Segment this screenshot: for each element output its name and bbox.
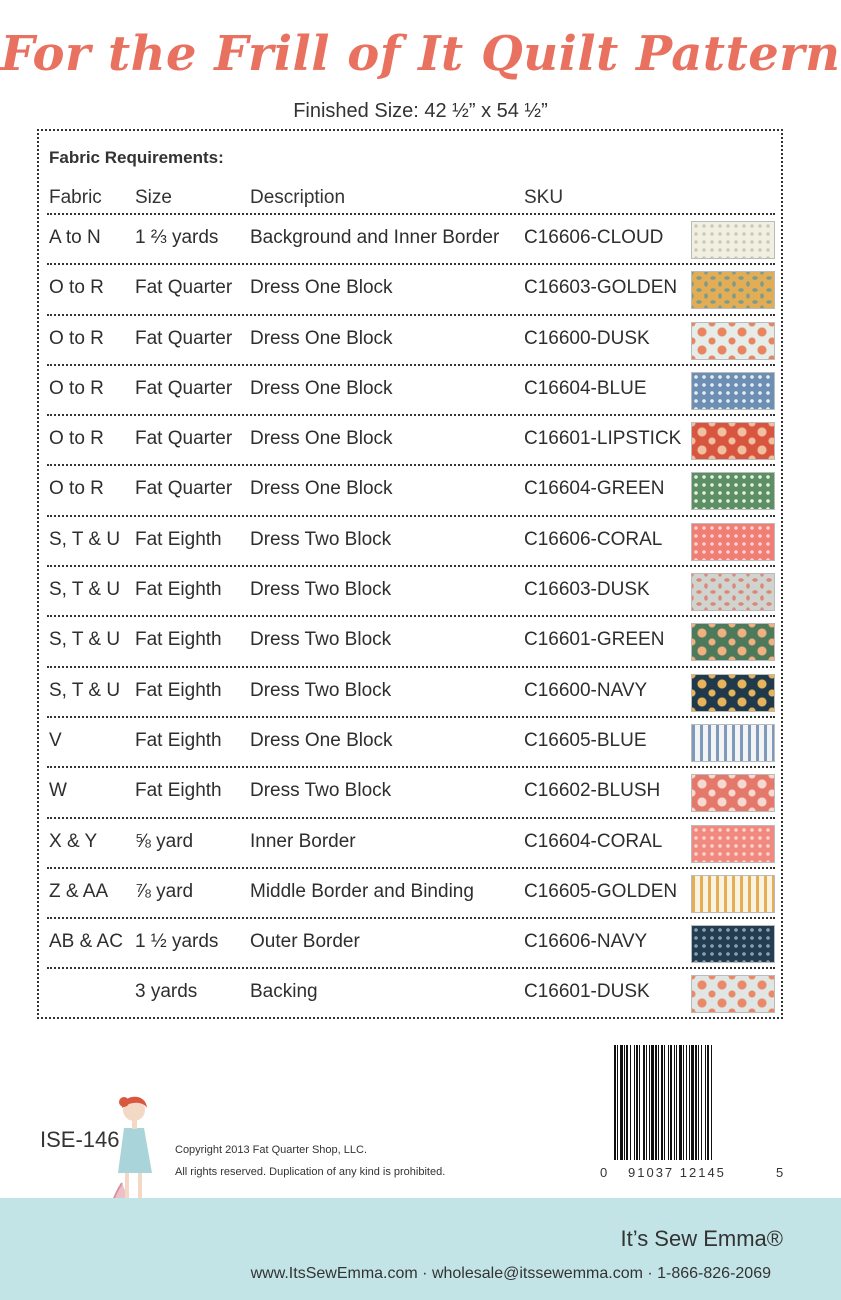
- cell-sku: C16601-GREEN: [524, 629, 665, 651]
- cell-description: Dress Two Block: [250, 780, 392, 802]
- cell-fabric: S, T & U: [49, 679, 121, 701]
- cell-size: Fat Quarter: [135, 277, 233, 299]
- fabric-swatch: [691, 774, 775, 812]
- barcode-bar: [658, 1045, 659, 1160]
- fabric-swatch: [691, 573, 775, 611]
- column-header-size: Size: [135, 187, 172, 208]
- cell-size: ⅞ yard: [135, 880, 194, 902]
- barcode: [614, 1045, 772, 1160]
- cell-description: Outer Border: [250, 931, 360, 953]
- table-row: [47, 716, 775, 766]
- column-header-description: Description: [250, 187, 346, 208]
- cell-size: 1 ⅔ yards: [135, 227, 219, 248]
- table-row: [47, 967, 775, 1017]
- cell-size: Fat Eighth: [135, 528, 222, 550]
- pattern-code: ISE-146: [40, 1127, 120, 1152]
- cell-sku: C16606-CORAL: [524, 528, 663, 550]
- barcode-bar: [661, 1045, 663, 1160]
- column-header-sku: SKU: [524, 187, 564, 208]
- table-row: [47, 565, 775, 615]
- table-row: [47, 917, 775, 967]
- cell-size: Fat Eighth: [135, 579, 222, 601]
- copyright-text: Copyright 2013 Fat Quarter Shop, LLC.: [175, 1144, 367, 1156]
- cell-description: Dress Two Block: [250, 528, 392, 550]
- cell-sku: C16604-BLUE: [524, 377, 647, 399]
- barcode-bar: [679, 1045, 682, 1160]
- barcode-bar: [624, 1045, 625, 1160]
- cell-sku: C16601-DUSK: [524, 981, 650, 1003]
- contact-line: www.ItsSewEmma.com · wholesale@itssewemma.com · 1-866-826-2069: [250, 1265, 771, 1282]
- barcode-bar: [705, 1045, 706, 1160]
- cell-sku: C16606-CLOUD: [524, 227, 664, 248]
- table-row: [47, 515, 775, 565]
- barcode-bar: [634, 1045, 635, 1160]
- rights-text: All rights reserved. Duplication of any kind is prohibited.: [175, 1166, 446, 1178]
- cell-fabric: X & Y: [49, 830, 98, 852]
- table-row: [47, 615, 775, 665]
- barcode-bar: [636, 1045, 638, 1160]
- cell-size: 3 yards: [135, 981, 198, 1003]
- barcode-bar: [707, 1045, 709, 1160]
- barcode-bar: [639, 1045, 640, 1160]
- table-row: [47, 263, 775, 313]
- cell-fabric: O to R: [49, 277, 104, 299]
- cell-fabric: S, T & U: [49, 528, 121, 550]
- table-row: [47, 213, 775, 263]
- cell-sku: C16604-GREEN: [524, 478, 665, 500]
- barcode-bar: [668, 1045, 669, 1160]
- table-row: [47, 314, 775, 364]
- barcode-bar: [670, 1045, 672, 1160]
- barcode-bar: [664, 1045, 665, 1160]
- barcode-bar: [683, 1045, 684, 1160]
- fabric-swatch: [691, 623, 775, 661]
- cell-size: Fat Quarter: [135, 428, 233, 450]
- barcode-bar: [711, 1045, 712, 1160]
- fabric-swatch: [691, 674, 775, 712]
- cell-sku: C16605-BLUE: [524, 729, 647, 751]
- fabric-swatch: [691, 875, 775, 913]
- fabric-swatch: [691, 925, 775, 963]
- barcode-bar: [695, 1045, 697, 1160]
- table-row: [47, 364, 775, 414]
- fabric-swatch: [691, 372, 775, 410]
- cell-size: Fat Eighth: [135, 780, 222, 802]
- cell-sku: C16605-GOLDEN: [524, 880, 678, 902]
- cell-sku: C16603-DUSK: [524, 579, 650, 601]
- cell-sku: C16603-GOLDEN: [524, 277, 678, 299]
- cell-fabric: O to R: [49, 327, 104, 349]
- barcode-bar: [686, 1045, 687, 1160]
- barcode-bar: [676, 1045, 677, 1160]
- cell-size: Fat Eighth: [135, 629, 222, 651]
- fabric-swatch: [691, 825, 775, 863]
- table-heading: Fabric Requirements:: [49, 148, 224, 167]
- cell-size: ⅝ yard: [135, 830, 194, 852]
- cell-sku: C16606-NAVY: [524, 931, 648, 953]
- cell-description: Dress One Block: [250, 377, 393, 399]
- cell-fabric: W: [49, 780, 67, 802]
- barcode-bar: [651, 1045, 654, 1160]
- table-rows: [47, 213, 775, 1018]
- fabric-swatch: [691, 322, 775, 360]
- cell-size: Fat Eighth: [135, 729, 222, 751]
- finished-size: Finished Size: 42 ½” x 54 ½”: [293, 100, 548, 122]
- cell-description: Dress One Block: [250, 327, 393, 349]
- barcode-bar: [689, 1045, 690, 1160]
- brand-name: It’s Sew Emma®: [620, 1226, 783, 1251]
- cell-sku: C16601-LIPSTICK: [524, 428, 682, 450]
- column-header-fabric: Fabric: [49, 187, 102, 208]
- cell-sku: C16602-BLUSH: [524, 780, 661, 802]
- fabric-swatch: [691, 724, 775, 762]
- cell-sku: C16600-NAVY: [524, 679, 648, 701]
- cell-fabric: O to R: [49, 478, 104, 500]
- barcode-digit-right: 5: [776, 1165, 784, 1180]
- cell-fabric: A to N: [49, 227, 101, 248]
- cell-fabric: Z & AA: [49, 880, 109, 902]
- cell-size: Fat Quarter: [135, 478, 233, 500]
- fabric-swatch: [691, 221, 775, 259]
- table-row: [47, 817, 775, 867]
- barcode-bar: [701, 1045, 702, 1160]
- table-row: [47, 666, 775, 716]
- barcode-bar: [630, 1045, 631, 1160]
- table-row: [47, 414, 775, 464]
- cell-description: Backing: [250, 981, 318, 1003]
- cell-sku: C16604-CORAL: [524, 830, 663, 852]
- cell-sku: C16600-DUSK: [524, 327, 650, 349]
- cell-fabric: S, T & U: [49, 579, 121, 601]
- barcode-bar: [617, 1045, 618, 1160]
- table-row: [47, 464, 775, 514]
- cell-description: Dress Two Block: [250, 579, 392, 601]
- barcode-bar: [649, 1045, 650, 1160]
- cell-fabric: AB & AC: [49, 931, 123, 953]
- cell-description: Background and Inner Border: [250, 227, 500, 248]
- barcode-bar: [626, 1045, 628, 1160]
- table-row: [47, 867, 775, 917]
- cell-fabric: O to R: [49, 428, 104, 450]
- cell-description: Dress Two Block: [250, 629, 392, 651]
- page-title: For the Frill of It Quilt Pattern: [0, 26, 841, 82]
- barcode-bar: [643, 1045, 645, 1160]
- cell-size: Fat Quarter: [135, 327, 233, 349]
- cell-size: Fat Quarter: [135, 377, 233, 399]
- fabric-swatch: [691, 975, 775, 1013]
- barcode-bar: [674, 1045, 675, 1160]
- cell-description: Dress One Block: [250, 478, 393, 500]
- barcode-bar: [698, 1045, 699, 1160]
- fabric-swatch: [691, 523, 775, 561]
- fabric-swatch: [691, 422, 775, 460]
- fabric-swatch: [691, 271, 775, 309]
- barcode-bar: [620, 1045, 623, 1160]
- fabric-swatch: [691, 472, 775, 510]
- cell-description: Inner Border: [250, 830, 356, 852]
- barcode-bar: [646, 1045, 647, 1160]
- cell-fabric: S, T & U: [49, 629, 121, 651]
- cell-description: Dress One Block: [250, 277, 393, 299]
- cell-description: Middle Border and Binding: [250, 880, 474, 902]
- cell-fabric: O to R: [49, 377, 104, 399]
- cell-size: Fat Eighth: [135, 679, 222, 701]
- barcode-digits: 91037 12145: [628, 1165, 726, 1180]
- table-row: [47, 766, 775, 816]
- cell-description: Dress One Block: [250, 729, 393, 751]
- barcode-bar: [655, 1045, 657, 1160]
- cell-fabric: V: [49, 729, 62, 751]
- cell-description: Dress Two Block: [250, 679, 392, 701]
- barcode-bar: [614, 1045, 616, 1160]
- fabric-requirements-table: [37, 129, 783, 1019]
- cell-description: Dress One Block: [250, 428, 393, 450]
- cell-size: 1 ½ yards: [135, 931, 219, 953]
- barcode-bar: [691, 1045, 694, 1160]
- barcode-digit-left: 0: [600, 1165, 608, 1180]
